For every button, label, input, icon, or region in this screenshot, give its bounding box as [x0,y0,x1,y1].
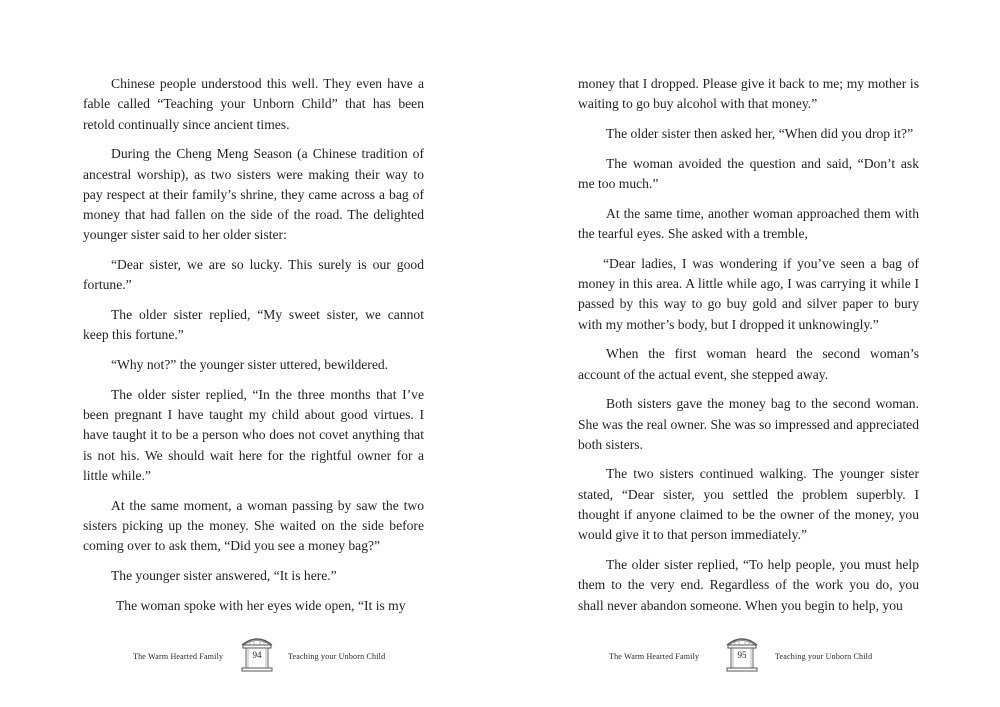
paragraph: The older sister replied, “In the three months that I’ve been pregnant I have taught my child about good virtues. I have taught it to be a person who does not covet anything that is not his. We should wait here for the rightful owner for a little while.” [83,386,424,483]
paragraph: When the first woman heard the second woman’s account of the actual event, she stepped away. [578,346,919,382]
paragraph: money that I dropped. Please give it back to me; my mother is waiting to go buy alcohol with that money.” [578,76,919,112]
temple-gate-icon [239,632,275,672]
paragraph: The older sister replied, “My sweet sister, we cannot keep this fortune.” [83,307,424,343]
paragraph: During the Cheng Meng Season (a Chinese tradition of ancestral worship), as two sisters were making their way to pay respect at their family’s shrine, they came across a bag of money that had fallen on the side of the road. The delighted younger sister said to her older sister: [83,146,424,243]
temple-gate-icon [724,632,760,672]
left-page-body [83,74,424,625]
paragraph: The two sisters continued walking. The younger sister stated, “Dear sister, you settled the problem superbly. I thought if anyone claimed to be the owner of the money, you would give it to that person immediately.” [578,466,919,543]
paragraph: The older sister replied, “To help people, you must help them to the very end. Regardless of the work you do, you shall never abandon someone. When you begin to help, you [578,557,919,613]
paragraph: “Dear sister, we are so lucky. This surely is our good fortune.” [83,257,424,293]
paragraph: At the same moment, a woman passing by saw the two sisters picking up the money. She waited on the side before coming over to ask them, “Did you see a money bag?” [83,497,424,554]
paragraph: Both sisters gave the money bag to the second woman. She was the real owner. She was so impressed and appreciated both sisters. [578,396,919,452]
paragraph: The woman avoided the question and said, “Don’t ask me too much.” [578,155,919,191]
footer-chapter-title: Teaching your Unborn Child [775,652,873,661]
page-number: 95 [737,650,747,660]
paragraph: The woman spoke with her eyes wide open, “It is my [116,597,406,613]
paragraph: The younger sister answered, “It is here.” [111,567,337,583]
footer-book-title: The Warm Hearted Family [609,652,700,661]
right-page [500,0,1000,707]
paragraph: Chinese people understood this well. They even have a fable called “Teaching your Unborn Child” that has been retold continually since ancient times. [83,76,424,132]
footer-book-title: The Warm Hearted Family [133,652,224,661]
page-number: 94 [252,650,262,660]
right-page-footer [500,632,1000,672]
paragraph: The older sister then asked her, “When did you drop it?” [606,125,914,141]
paragraph: “Why not?” the younger sister uttered, bewildered. [111,357,389,373]
paragraph: “Dear ladies, I was wondering if you’ve seen a bag of money in this area. A little while ago, I was carrying it while I passed by this way to go buy gold and silver paper to bury with my mother’s body, but I dropped it unknowingly.” [578,255,919,332]
paragraph: At the same time, another woman approached them with the tearful eyes. She asked with a tremble, [578,205,919,241]
left-page-footer [0,632,500,672]
footer-chapter-title: Teaching your Unborn Child [288,652,386,661]
right-page-body [578,74,919,625]
